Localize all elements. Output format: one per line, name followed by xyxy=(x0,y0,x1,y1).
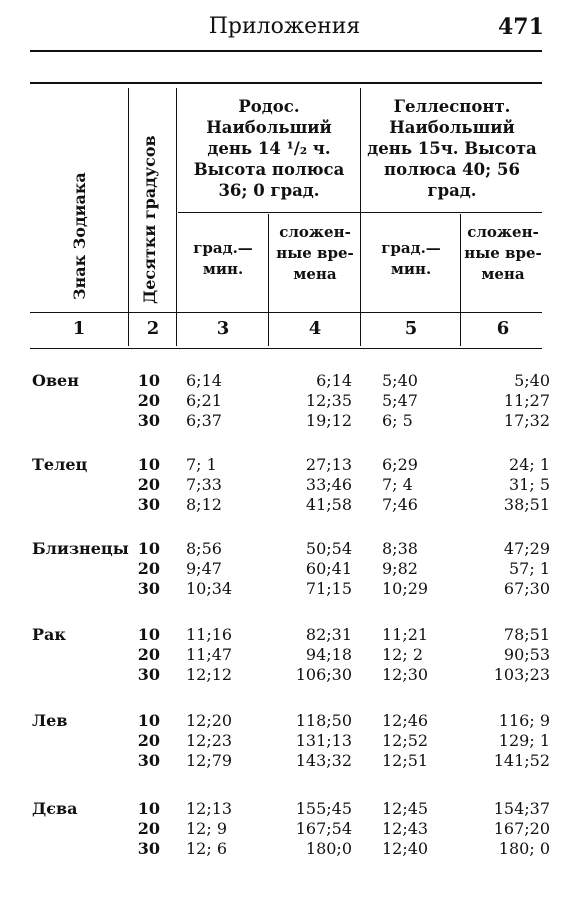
subheader-line: ные вре- xyxy=(464,244,542,262)
table-cell: 94;18 xyxy=(305,645,352,664)
degree-tens-cell: 10 xyxy=(137,539,160,558)
table-cell: 10;29 xyxy=(382,579,429,598)
table-cell: 7; 1 xyxy=(186,455,217,474)
hellespont-line: Геллеспонт. xyxy=(393,97,511,116)
table-cell: 71;15 xyxy=(305,579,352,598)
hellespont-line: град. xyxy=(427,181,477,200)
table-cell: 12;13 xyxy=(186,799,233,818)
table-cell: 90;53 xyxy=(503,645,550,664)
table-cell: 12;79 xyxy=(186,751,233,770)
zodiac-sign: Телец xyxy=(32,455,88,474)
subheader-line: ные вре- xyxy=(276,244,354,262)
table-cell: 24; 1 xyxy=(508,455,550,474)
column-number-1: 1 xyxy=(72,318,86,339)
table-cell: 12;30 xyxy=(382,665,429,684)
table-cell: 7;33 xyxy=(186,475,222,494)
table-cell: 12; 9 xyxy=(186,819,228,838)
table-cell: 118;50 xyxy=(295,711,352,730)
rhodes-line: день 14 ¹/₂ ч. xyxy=(207,139,331,158)
degree-tens-cell: 30 xyxy=(137,751,160,770)
table-cell: 10;34 xyxy=(186,579,233,598)
degree-tens-cell: 10 xyxy=(137,799,160,818)
hellespont-line: полюса 40; 56 xyxy=(384,160,520,179)
degree-tens-cell: 10 xyxy=(137,455,160,474)
table-cell: 6;14 xyxy=(316,371,352,390)
table-cell: 12; 2 xyxy=(382,645,424,664)
table-cell: 155;45 xyxy=(295,799,352,818)
table-cell: 12;52 xyxy=(382,731,429,750)
degree-tens-cell: 10 xyxy=(137,371,160,390)
table-cell: 12;46 xyxy=(382,711,429,730)
table-top-rule xyxy=(30,82,542,84)
rhodes-line: 36; 0 град. xyxy=(218,181,320,200)
subheader-line: мин. xyxy=(202,260,244,278)
hellespont-line: день 15ч. Высота xyxy=(367,139,537,158)
table-cell: 8;12 xyxy=(186,495,222,514)
table-cell: 41;58 xyxy=(305,495,352,514)
table-cell: 60;41 xyxy=(305,559,352,578)
table-cell: 6;37 xyxy=(186,411,222,430)
degree-tens-cell: 30 xyxy=(137,579,160,598)
vrule-5 xyxy=(460,214,461,346)
table-cell: 33;46 xyxy=(305,475,352,494)
table-cell: 50;54 xyxy=(305,539,352,558)
table-cell: 9;47 xyxy=(186,559,222,578)
table-cell: 6; 5 xyxy=(382,411,413,430)
running-title: Приложения xyxy=(208,14,361,39)
subheader-grad-min-rhodes xyxy=(178,238,268,280)
subheader-line: мена xyxy=(293,265,337,283)
degree-tens-cell: 30 xyxy=(137,495,160,514)
table-cell: 17;32 xyxy=(503,411,550,430)
table-cell: 31; 5 xyxy=(508,475,550,494)
subheader-line: сложен- xyxy=(467,223,539,241)
table-cell: 27;13 xyxy=(305,455,352,474)
subheader-times-hellespont xyxy=(462,222,544,285)
column-number-3: 3 xyxy=(216,318,230,339)
table-cell: 103;23 xyxy=(493,665,550,684)
vrule-2 xyxy=(176,88,177,346)
table-cell: 6;14 xyxy=(186,371,222,390)
table-cell: 9;82 xyxy=(382,559,418,578)
vrule-4 xyxy=(360,88,361,346)
table-cell: 7; 4 xyxy=(382,475,413,494)
table-cell: 5;40 xyxy=(382,371,418,390)
degree-tens-cell: 20 xyxy=(137,559,160,578)
table-cell: 8;56 xyxy=(186,539,222,558)
table-cell: 67;30 xyxy=(503,579,550,598)
header-rhodes xyxy=(178,96,360,201)
degree-tens-cell: 20 xyxy=(137,475,160,494)
table-cell: 12;12 xyxy=(186,665,233,684)
table-cell: 47;29 xyxy=(503,539,550,558)
subheader-line: мена xyxy=(481,265,525,283)
degree-tens-cell: 30 xyxy=(137,665,160,684)
table-cell: 12;45 xyxy=(382,799,429,818)
subheader-line: град.— xyxy=(193,239,253,257)
column-number-2: 2 xyxy=(146,318,160,339)
table-cell: 7;46 xyxy=(382,495,418,514)
column-number-5: 5 xyxy=(404,318,418,339)
degree-tens-cell: 20 xyxy=(137,731,160,750)
table-cell: 6;29 xyxy=(382,455,418,474)
degree-tens-cell: 10 xyxy=(137,625,160,644)
rhodes-line: Родос. xyxy=(238,97,300,116)
table-cell: 143;32 xyxy=(295,751,352,770)
table-cell: 82;31 xyxy=(305,625,352,644)
subheader-grad-min-hellespont xyxy=(362,238,460,280)
subheader-line: сложен- xyxy=(279,223,351,241)
vrule-1 xyxy=(128,88,129,346)
rhodes-line: Высота полюса xyxy=(193,160,345,179)
rhodes-line: Наибольший xyxy=(206,118,332,137)
degree-tens-cell: 30 xyxy=(137,411,160,430)
degree-tens-cell: 20 xyxy=(137,819,160,838)
table-cell: 19;12 xyxy=(305,411,352,430)
column-numbers-top-rule xyxy=(30,312,542,313)
table-cell: 12; 6 xyxy=(186,839,228,858)
table-cell: 8;38 xyxy=(382,539,418,558)
table-cell: 12;23 xyxy=(186,731,233,750)
table-cell: 11;21 xyxy=(382,625,429,644)
table-cell: 167;54 xyxy=(295,819,352,838)
page-number: 471 xyxy=(498,14,544,40)
table-cell: 12;43 xyxy=(382,819,429,838)
table-cell: 131;13 xyxy=(295,731,352,750)
vrule-3 xyxy=(268,214,269,346)
zodiac-sign: Рак xyxy=(32,625,66,644)
table-cell: 5;40 xyxy=(514,371,550,390)
subheader-line: град.— xyxy=(381,239,441,257)
table-cell: 141;52 xyxy=(493,751,550,770)
degree-tens-cell: 20 xyxy=(137,645,160,664)
subheader-times-rhodes xyxy=(270,222,360,285)
table-cell: 180; 0 xyxy=(498,839,550,858)
column-number-4: 4 xyxy=(308,318,322,339)
zodiac-sign: Овен xyxy=(32,371,79,390)
table-cell: 11;27 xyxy=(503,391,550,410)
zodiac-sign: Дєва xyxy=(32,799,78,818)
table-cell: 129; 1 xyxy=(498,731,550,750)
table-cell: 11;16 xyxy=(186,625,233,644)
table-cell: 12;20 xyxy=(186,711,233,730)
header-hellespont xyxy=(362,96,542,201)
table-cell: 78;51 xyxy=(503,625,550,644)
table-cell: 167;20 xyxy=(493,819,550,838)
table-cell: 6;21 xyxy=(186,391,222,410)
header-rule xyxy=(30,50,542,52)
table-cell: 12;35 xyxy=(305,391,352,410)
table-cell: 57; 1 xyxy=(508,559,550,578)
column-numbers-bottom-rule xyxy=(30,348,542,349)
table-cell: 5;47 xyxy=(382,391,418,410)
column-number-6: 6 xyxy=(496,318,510,339)
table-cell: 154;37 xyxy=(493,799,550,818)
header-degree-tens: Десятки градусов xyxy=(140,135,159,304)
subheader-line: мин. xyxy=(390,260,432,278)
header-zodiac-sign: Знак Зодиака xyxy=(70,172,89,300)
table-cell: 11;47 xyxy=(186,645,233,664)
hellespont-line: Наибольший xyxy=(389,118,515,137)
table-cell: 116; 9 xyxy=(498,711,550,730)
table-cell: 106;30 xyxy=(295,665,352,684)
degree-tens-cell: 20 xyxy=(137,391,160,410)
table-cell: 38;51 xyxy=(503,495,550,514)
table-cell: 12;51 xyxy=(382,751,429,770)
degree-tens-cell: 10 xyxy=(137,711,160,730)
degree-tens-cell: 30 xyxy=(137,839,160,858)
zodiac-sign: Лев xyxy=(32,711,68,730)
table-cell: 12;40 xyxy=(382,839,429,858)
zodiac-sign: Близнецы xyxy=(32,539,129,558)
table-cell: 180;0 xyxy=(305,839,352,858)
